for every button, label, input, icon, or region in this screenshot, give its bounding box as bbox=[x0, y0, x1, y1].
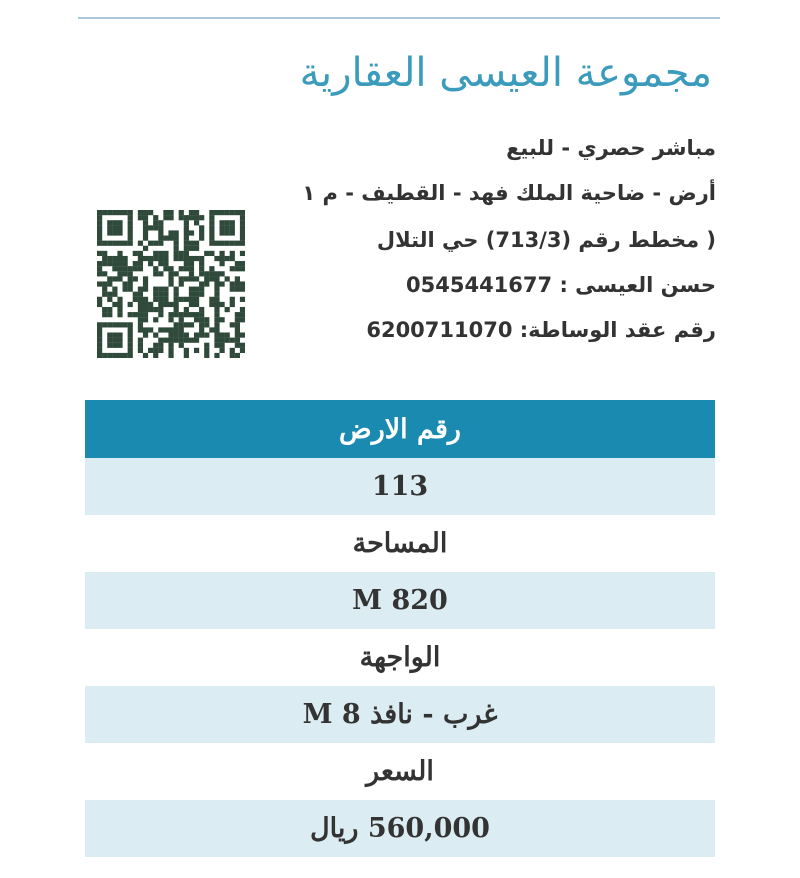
plan-number: ( مخطط رقم (713/3) حي التلال bbox=[376, 228, 716, 252]
listing-type: مباشر حصري - للبيع bbox=[506, 136, 716, 160]
contact-phone: حسن العيسى : 0545441677 bbox=[406, 273, 716, 297]
area-value: M 820 bbox=[85, 572, 715, 629]
company-title: مجموعة العيسى العقارية bbox=[299, 50, 712, 96]
location: أرض - ضاحية الملك فهد - القطيف - م ١ bbox=[302, 181, 716, 205]
brokerage-contract: رقم عقد الوساطة: 6200711070 bbox=[366, 318, 716, 342]
land-number-value: 113 bbox=[85, 458, 715, 515]
price-label: السعر bbox=[85, 743, 715, 800]
top-divider bbox=[78, 17, 720, 19]
area-label: المساحة bbox=[85, 515, 715, 572]
table-header: رقم الارض bbox=[85, 400, 715, 458]
frontage-label: الواجهة bbox=[85, 629, 715, 686]
price-value: 560,000 ريال bbox=[85, 800, 715, 857]
qr-code[interactable] bbox=[97, 210, 245, 358]
land-details-table bbox=[85, 400, 715, 857]
frontage-value: غرب - نافذ 8 M bbox=[85, 686, 715, 743]
